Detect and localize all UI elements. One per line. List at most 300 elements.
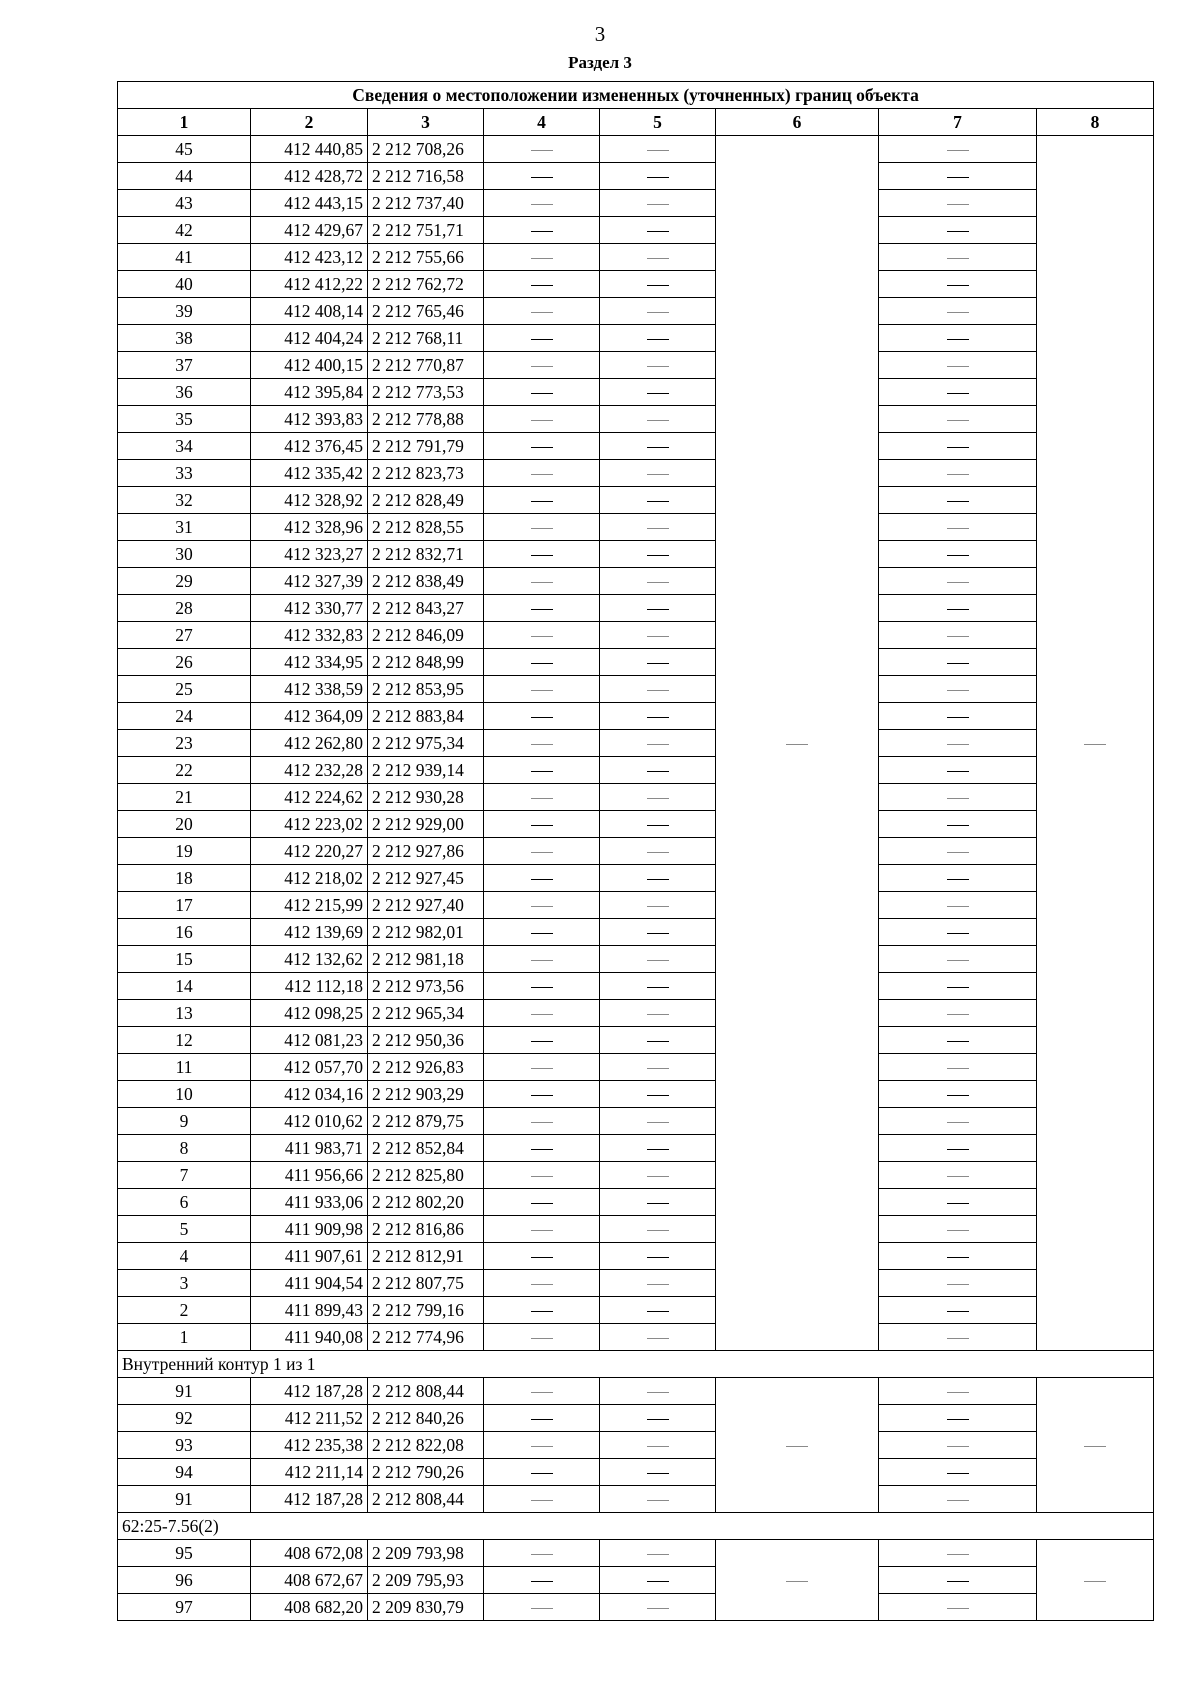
dash-mark (647, 609, 669, 610)
dash-mark (531, 1257, 553, 1258)
column-4-dash (484, 352, 600, 379)
column-5-dash (600, 514, 716, 541)
dash-mark (947, 744, 969, 745)
column-7-dash (879, 352, 1037, 379)
table-row (118, 1405, 1154, 1432)
coordinate-y: 2 212 770,87 (368, 352, 484, 379)
column-5-dash (600, 136, 716, 163)
table-row (118, 784, 1154, 811)
column-header-8: 8 (1037, 109, 1154, 136)
dash-mark (647, 690, 669, 691)
column-4-dash (484, 1054, 600, 1081)
dash-mark (947, 1338, 969, 1339)
dash-mark (647, 1311, 669, 1312)
dash-mark (531, 1014, 553, 1015)
column-4-dash (484, 1108, 600, 1135)
dash-mark (947, 636, 969, 637)
column-7-dash (879, 703, 1037, 730)
column-7-dash (879, 1324, 1037, 1351)
table-row (118, 1567, 1154, 1594)
dash-mark (647, 1068, 669, 1069)
column-5-dash (600, 730, 716, 757)
dash-mark (647, 1419, 669, 1420)
dash-mark (647, 258, 669, 259)
column-5-dash (600, 190, 716, 217)
column-5-dash (600, 595, 716, 622)
column-4-dash (484, 1324, 600, 1351)
dash-mark (947, 1581, 969, 1582)
dash-mark (647, 825, 669, 826)
table-row (118, 190, 1154, 217)
dash-mark (531, 231, 553, 232)
coordinate-x: 412 328,96 (251, 514, 368, 541)
coordinate-y: 2 212 973,56 (368, 973, 484, 1000)
column-7-dash (879, 784, 1037, 811)
column-4-dash (484, 1459, 600, 1486)
coordinate-y: 2 212 774,96 (368, 1324, 484, 1351)
column-5-dash (600, 298, 716, 325)
table-row (118, 946, 1154, 973)
coordinate-y: 2 212 828,49 (368, 487, 484, 514)
column-7-dash (879, 1054, 1037, 1081)
column-7-dash (879, 1432, 1037, 1459)
table-row (118, 406, 1154, 433)
column-4-dash (484, 1081, 600, 1108)
dash-mark (531, 1500, 553, 1501)
column-4-dash (484, 433, 600, 460)
coordinate-y: 2 212 903,29 (368, 1081, 484, 1108)
point-number: 16 (118, 919, 251, 946)
column-7-dash (879, 379, 1037, 406)
point-number: 40 (118, 271, 251, 298)
column-7-dash (879, 676, 1037, 703)
point-number: 34 (118, 433, 251, 460)
column-7-dash (879, 649, 1037, 676)
table-row (118, 1216, 1154, 1243)
column-5-dash (600, 541, 716, 568)
coordinate-y: 2 212 778,88 (368, 406, 484, 433)
dash-mark (947, 1284, 969, 1285)
point-number: 1 (118, 1324, 251, 1351)
dash-mark (531, 906, 553, 907)
coordinate-x: 412 034,16 (251, 1081, 368, 1108)
coordinate-x: 412 235,38 (251, 1432, 368, 1459)
dash-mark (647, 312, 669, 313)
dash-mark (531, 798, 553, 799)
table-row (118, 163, 1154, 190)
dash-mark (531, 960, 553, 961)
dash-mark (647, 1176, 669, 1177)
coordinate-y: 2 212 825,80 (368, 1162, 484, 1189)
table-row (118, 838, 1154, 865)
dash-mark (947, 798, 969, 799)
dash-mark (947, 1041, 969, 1042)
table-row (118, 622, 1154, 649)
coordinate-x: 412 334,95 (251, 649, 368, 676)
dash-mark (947, 150, 969, 151)
coordinate-y: 2 212 965,34 (368, 1000, 484, 1027)
table-row (118, 217, 1154, 244)
table-row (118, 568, 1154, 595)
dash-mark (947, 177, 969, 178)
dash-mark (647, 528, 669, 529)
dash-mark (947, 1257, 969, 1258)
point-number: 25 (118, 676, 251, 703)
column-7-dash (879, 730, 1037, 757)
point-number: 44 (118, 163, 251, 190)
point-number: 93 (118, 1432, 251, 1459)
column-6-dash (716, 1540, 879, 1621)
dash-mark (947, 1068, 969, 1069)
dash-mark (531, 1041, 553, 1042)
column-8-dash (1037, 1378, 1154, 1513)
dash-mark (647, 1473, 669, 1474)
contour-label: Внутренний контур 1 из 1 (118, 1351, 1154, 1378)
column-5-dash (600, 487, 716, 514)
coordinate-y: 2 212 737,40 (368, 190, 484, 217)
dash-mark (647, 204, 669, 205)
dash-mark (647, 420, 669, 421)
column-5-dash (600, 1540, 716, 1567)
column-7-dash (879, 1135, 1037, 1162)
column-4-dash (484, 1567, 600, 1594)
dash-mark (947, 1392, 969, 1393)
coordinate-y: 2 212 879,75 (368, 1108, 484, 1135)
column-7-dash (879, 1378, 1037, 1405)
dash-mark (947, 1176, 969, 1177)
dash-mark (531, 825, 553, 826)
dash-mark (531, 555, 553, 556)
coordinate-y: 2 212 848,99 (368, 649, 484, 676)
dash-mark (531, 1554, 553, 1555)
coordinate-x: 411 940,08 (251, 1324, 368, 1351)
column-4-dash (484, 217, 600, 244)
column-8-dash (1037, 1540, 1154, 1621)
column-5-dash (600, 784, 716, 811)
dash-mark (947, 420, 969, 421)
point-number: 97 (118, 1594, 251, 1621)
coordinate-x: 412 412,22 (251, 271, 368, 298)
column-5-dash (600, 1000, 716, 1027)
column-4-dash (484, 460, 600, 487)
table-row (118, 703, 1154, 730)
column-5-dash (600, 622, 716, 649)
coordinate-x: 412 211,14 (251, 1459, 368, 1486)
column-7-dash (879, 433, 1037, 460)
dash-mark (647, 906, 669, 907)
contour-label-row (118, 1351, 1154, 1378)
table-row (118, 595, 1154, 622)
dash-mark (947, 204, 969, 205)
column-7-dash (879, 1567, 1037, 1594)
column-5-dash (600, 1378, 716, 1405)
dash-mark (647, 1122, 669, 1123)
column-7-dash (879, 1243, 1037, 1270)
table-row (118, 325, 1154, 352)
table-row (118, 1189, 1154, 1216)
point-number: 96 (118, 1567, 251, 1594)
dash-mark (947, 447, 969, 448)
coordinate-x: 412 429,67 (251, 217, 368, 244)
dash-mark (647, 501, 669, 502)
column-7-dash (879, 1486, 1037, 1513)
coordinate-y: 2 212 832,71 (368, 541, 484, 568)
point-number: 94 (118, 1459, 251, 1486)
dash-mark (947, 987, 969, 988)
coordinate-y: 2 212 843,27 (368, 595, 484, 622)
coordinate-x: 412 232,28 (251, 757, 368, 784)
coordinate-y: 2 212 927,40 (368, 892, 484, 919)
column-4-dash (484, 271, 600, 298)
dash-mark (531, 1392, 553, 1393)
table-row (118, 730, 1154, 757)
column-4-dash (484, 1000, 600, 1027)
table-row (118, 1108, 1154, 1135)
dash-mark (647, 1095, 669, 1096)
dash-mark (947, 555, 969, 556)
coordinate-y: 2 212 790,26 (368, 1459, 484, 1486)
coordinate-x: 412 223,02 (251, 811, 368, 838)
coordinate-y: 2 212 823,73 (368, 460, 484, 487)
dash-mark (947, 906, 969, 907)
column-7-dash (879, 136, 1037, 163)
coordinate-y: 2 212 799,16 (368, 1297, 484, 1324)
dash-mark (531, 177, 553, 178)
dash-mark (647, 1149, 669, 1150)
dash-mark (947, 1230, 969, 1231)
dash-mark (647, 1581, 669, 1582)
column-5-dash (600, 1270, 716, 1297)
dash-mark (647, 771, 669, 772)
column-7-dash (879, 325, 1037, 352)
column-5-dash (600, 1459, 716, 1486)
coordinate-y: 2 212 773,53 (368, 379, 484, 406)
table-row (118, 1459, 1154, 1486)
column-7-dash (879, 406, 1037, 433)
dash-mark (947, 1608, 969, 1609)
column-7-dash (879, 595, 1037, 622)
column-4-dash (484, 1162, 600, 1189)
column-4-dash (484, 379, 600, 406)
column-7-dash (879, 1459, 1037, 1486)
coordinate-y: 2 212 822,08 (368, 1432, 484, 1459)
column-7-dash (879, 244, 1037, 271)
table-row (118, 298, 1154, 325)
coordinate-y: 2 209 793,98 (368, 1540, 484, 1567)
dash-mark (647, 1014, 669, 1015)
point-number: 42 (118, 217, 251, 244)
dash-mark (531, 1203, 553, 1204)
dash-mark (531, 366, 553, 367)
coordinate-x: 412 187,28 (251, 1378, 368, 1405)
coordinate-x: 412 395,84 (251, 379, 368, 406)
dash-mark (947, 1500, 969, 1501)
point-number: 30 (118, 541, 251, 568)
dash-mark (531, 1338, 553, 1339)
coordinate-x: 412 376,45 (251, 433, 368, 460)
point-number: 45 (118, 136, 251, 163)
dash-mark (647, 1257, 669, 1258)
column-7-dash (879, 541, 1037, 568)
coordinate-x: 412 327,39 (251, 568, 368, 595)
column-4-dash (484, 757, 600, 784)
coordinate-x: 411 956,66 (251, 1162, 368, 1189)
coordinate-y: 2 212 751,71 (368, 217, 484, 244)
column-4-dash (484, 1189, 600, 1216)
dash-mark (531, 717, 553, 718)
column-7-dash (879, 568, 1037, 595)
table-row (118, 1027, 1154, 1054)
table-row (118, 514, 1154, 541)
dash-mark (531, 771, 553, 772)
coordinate-y: 2 212 846,09 (368, 622, 484, 649)
column-7-dash (879, 838, 1037, 865)
column-4-dash (484, 649, 600, 676)
dash-mark (647, 555, 669, 556)
column-header-3: 3 (368, 109, 484, 136)
dash-mark (531, 339, 553, 340)
dash-mark (947, 258, 969, 259)
coordinate-x: 412 364,09 (251, 703, 368, 730)
table-title: Сведения о местоположении измененных (уточненных) границ объекта (118, 82, 1154, 109)
coordinate-y: 2 212 812,91 (368, 1243, 484, 1270)
dash-mark (947, 663, 969, 664)
column-7-dash (879, 1540, 1037, 1567)
column-7-dash (879, 163, 1037, 190)
table-row (118, 271, 1154, 298)
dash-mark (531, 474, 553, 475)
point-number: 17 (118, 892, 251, 919)
column-5-dash (600, 163, 716, 190)
coordinate-x: 412 081,23 (251, 1027, 368, 1054)
column-7-dash (879, 757, 1037, 784)
dash-mark (647, 231, 669, 232)
point-number: 15 (118, 946, 251, 973)
coordinate-y: 2 212 853,95 (368, 676, 484, 703)
column-7-dash (879, 487, 1037, 514)
column-4-dash (484, 946, 600, 973)
column-5-dash (600, 460, 716, 487)
coordinate-x: 411 907,61 (251, 1243, 368, 1270)
dash-mark (647, 474, 669, 475)
column-4-dash (484, 622, 600, 649)
coordinate-y: 2 212 927,45 (368, 865, 484, 892)
point-number: 21 (118, 784, 251, 811)
point-number: 24 (118, 703, 251, 730)
column-4-dash (484, 1540, 600, 1567)
column-4-dash (484, 1405, 600, 1432)
point-number: 11 (118, 1054, 251, 1081)
table-row (118, 1135, 1154, 1162)
coordinate-x: 412 400,15 (251, 352, 368, 379)
point-number: 3 (118, 1270, 251, 1297)
column-7-dash (879, 622, 1037, 649)
column-4-dash (484, 1486, 600, 1513)
column-5-dash (600, 676, 716, 703)
dash-mark (947, 1095, 969, 1096)
dash-mark (647, 1041, 669, 1042)
coordinate-y: 2 212 828,55 (368, 514, 484, 541)
table-row (118, 1540, 1154, 1567)
column-7-dash (879, 1162, 1037, 1189)
dash-mark (531, 1176, 553, 1177)
dash-mark (531, 258, 553, 259)
column-4-dash (484, 784, 600, 811)
dash-mark (947, 1122, 969, 1123)
coordinate-y: 2 212 808,44 (368, 1486, 484, 1513)
point-number: 27 (118, 622, 251, 649)
coordinate-y: 2 212 950,36 (368, 1027, 484, 1054)
dash-mark (531, 609, 553, 610)
dash-mark (947, 717, 969, 718)
coordinate-y: 2 212 927,86 (368, 838, 484, 865)
dash-mark (531, 636, 553, 637)
coordinate-y: 2 212 716,58 (368, 163, 484, 190)
column-5-dash (600, 325, 716, 352)
table-row (118, 1324, 1154, 1351)
column-4-dash (484, 568, 600, 595)
dash-mark (647, 339, 669, 340)
table-row (118, 1378, 1154, 1405)
coordinate-x: 411 904,54 (251, 1270, 368, 1297)
dash-mark (1084, 1581, 1106, 1582)
contour-label: 62:25-7.56(2) (118, 1513, 1154, 1540)
dash-mark (947, 582, 969, 583)
dash-mark (647, 933, 669, 934)
dash-mark (647, 582, 669, 583)
table-row (118, 1270, 1154, 1297)
column-5-dash (600, 1135, 716, 1162)
column-5-dash (600, 271, 716, 298)
table-row (118, 649, 1154, 676)
dash-mark (947, 1554, 969, 1555)
point-number: 43 (118, 190, 251, 217)
table-row (118, 1243, 1154, 1270)
column-4-dash (484, 703, 600, 730)
column-header-1: 1 (118, 109, 251, 136)
column-5-dash (600, 1567, 716, 1594)
column-4-dash (484, 244, 600, 271)
column-4-dash (484, 1594, 600, 1621)
coordinate-y: 2 212 816,86 (368, 1216, 484, 1243)
table-row (118, 487, 1154, 514)
coordinate-y: 2 212 768,11 (368, 325, 484, 352)
point-number: 18 (118, 865, 251, 892)
table-row (118, 136, 1154, 163)
dash-mark (647, 285, 669, 286)
dash-mark (531, 1149, 553, 1150)
dash-mark (647, 1500, 669, 1501)
dash-mark (647, 852, 669, 853)
dash-mark (947, 825, 969, 826)
table-row (118, 1000, 1154, 1027)
column-4-dash (484, 1432, 600, 1459)
dash-mark (531, 1230, 553, 1231)
dash-mark (647, 366, 669, 367)
column-5-dash (600, 406, 716, 433)
point-number: 20 (118, 811, 251, 838)
table-row (118, 244, 1154, 271)
dash-mark (647, 987, 669, 988)
dash-mark (531, 1068, 553, 1069)
coordinate-x: 412 139,69 (251, 919, 368, 946)
table-row (118, 676, 1154, 703)
dash-mark (1084, 1446, 1106, 1447)
coordinate-y: 2 212 926,83 (368, 1054, 484, 1081)
column-7-dash (879, 514, 1037, 541)
coordinate-y: 2 212 929,00 (368, 811, 484, 838)
point-number: 92 (118, 1405, 251, 1432)
